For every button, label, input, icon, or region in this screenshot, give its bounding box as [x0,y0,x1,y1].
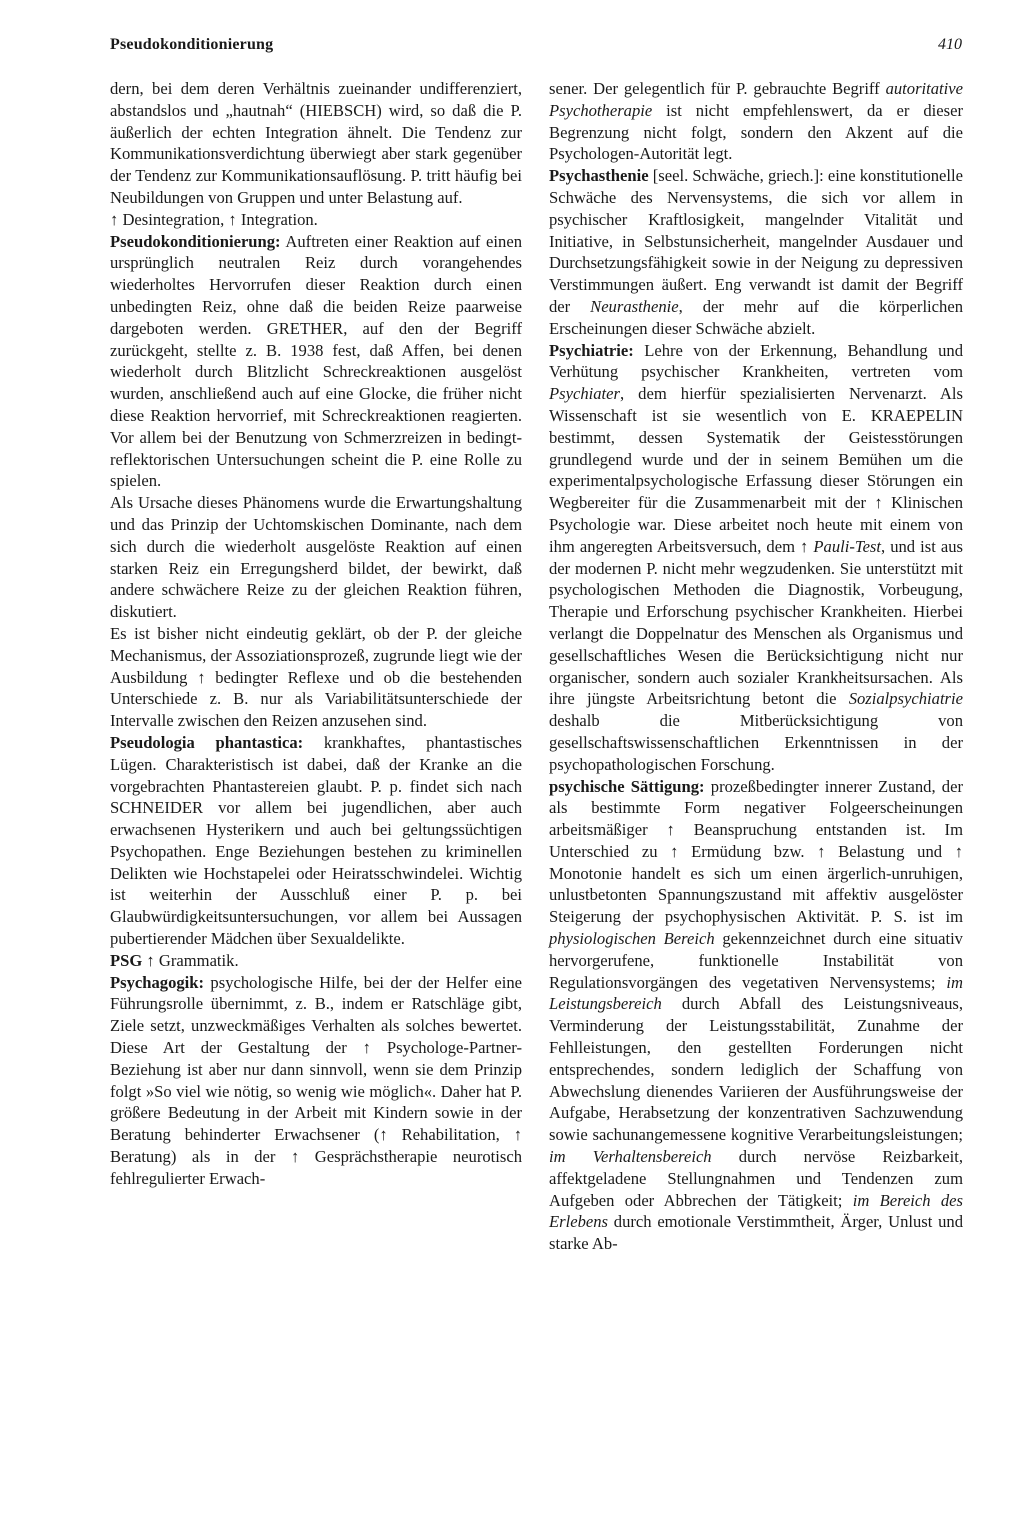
right-column [549,78,963,1255]
entry-term: Pseudokonditionierung: [110,231,281,251]
page-header [110,36,962,58]
text-run: , und ist aus der modernen P. nicht mehr wegzudenken. Sie unterstützt mit psychologischen Methoden die Diagnostik, Vorbeugung, Therapie und Erforschung psychischer Krankheiten. Hierbei verlangt die Doppelnatur des Menschen als Organismus und gesellschaftliches Wesen die Berücksichtigung nicht nur organischer, sondern auch sozialer Krankheitsursachen. Als ihre jüngste Arbeitsrichtung betont die [549,536,963,709]
left-column [110,78,522,1190]
text-run: , dem hierfür spezialisierten Nervenarzt. Als Wissenschaft ist sie wesentlich von E. KRAEPELIN bestimmt, dessen Systematik der Geistesstörungen grundlegend wurde und der in seinem Bemühen um die experimentalpsychologische Erfassung dieser Störungen ein Wegbereiter für die Zusammenarbeit mit der ↑ Klinischen Psychologie war. Diese arbeitet noch heute mit einem von ihm angeregten Arbeitsversuch, dem ↑ [549,384,963,556]
entry-psychagogik [110,972,522,1190]
entry-pseudologia-phantastica [110,732,522,950]
italic-term: im Bereich des Erlebens [549,1190,963,1232]
entry-psg [110,950,522,972]
text-run: [seel. Schwäche, griech.]: eine konstitutionelle Schwäche des Nervensystems, die sich vor allem in psychischer Kraftlosigkeit, mangelnder Vitalität und Initiative, in Selbstunsicherheit, mangelnder Ausdauer und Durchsetzungsfähigkeit sowie in der Neigung zu depressiven Verstimmungen äußert. Eng verwandt ist damit der Begriff der [549,166,963,316]
text-run: durch emotionale Verstimmtheit, Ärger, Unlust und starke Ab- [549,1212,963,1254]
text-run: durch nervöse Reizbarkeit, affektgeladene Stellungnahmen und Tendenzen zum Aufgeben oder Abbrechen der Tätigkeit; [549,1147,963,1210]
italic-term: Sozialpsychiatrie [848,689,963,709]
paragraph-assoziationsprozess: Es ist bisher nicht eindeutig geklärt, ob der P. der gleiche Mechanismus, der Assoziationsprozeß, zugrunde liegt wie der Ausbildung ↑ bedingter Reflexe und ob die bestehenden Unterschiede z. B. nur als Variabilitätsunterschiede der Intervalle zwischen den Reizen anzusehen sind. [110,623,522,731]
entry-pseudokonditionierung [110,231,522,493]
text-run: sener. Der gelegentlich für P. gebrauchte Begriff [549,79,886,98]
italic-term: Psychiater [549,384,620,404]
cross-reference-integration: ↑ Desintegration, ↑ Integration. [110,209,318,229]
italic-term: im Leistungsbereich [549,972,963,1014]
entry-text: Auftreten einer Reaktion auf einen ursprünglich neutralen Reiz durch vorangehendes wiederholtes Hervorrufen dieser Reaktion durch einen unbedingten Reiz, ohne daß die beiden Reize paarweise dargeboten werden. GRETHER, auf den der Begriff zurückgeht, stellte z. B. 1938 fest, daß Affen, bei denen wiederholt durch Blitzlicht Schreckreaktionen ausgelöst wurden, anschließend auch auf eine Glocke, die früher nicht diese Reaktion hervorrief, mit Schreckreaktionen reagierten. Vor allem bei der Benutzung von Schmerzreizen in bedingt-reflektorischen Untersuchungen scheint die P. eine Rolle zu spielen. [110,231,522,491]
text-run: ist nicht empfehlenswert, da er dieser Begrenzung nicht folgt, sondern den Akzent auf die Psychologen-Autorität legt. [549,100,963,164]
entry-term: Psychasthenie [549,166,649,186]
text-run: gekennzeichnet durch eine situativ hervorgerufene, funktionelle Instabilität von Regulationsvorgängen des vegetativen Nervensystems; [549,929,963,992]
paragraph-gruppe-continuation: dern, bei dem deren Verhältnis zueinander undifferenziert, abstandslos und „hautnah“ (HIEBSCH) wird, so daß die P. äußerlich der echten Integration ähnelt. Die Tendenz zur Kommunikationsverdichtung überwiegt aber stark gegenüber der Tendenz zur Kommunikationsauflösung. P. tritt häufig bei Neubildungen von Gruppen und unter Belastung auf. [110,79,522,207]
entry-text: krankhaftes, phantastisches Lügen. Charakteristisch ist dabei, daß der Kranke an die vorgebrachten Phantastereien glaubt. P. p. findet sich nach SCHNEIDER vor allem bei jugendlichen, aber auch erwachsenen Hysterikern und auch bei geltungssüchtigen Psychopathen. Enge Beziehungen bestehen zu kriminellen Delikten wie Hochstapelei oder Heiratsschwindelei. Wichtig ist weiterhin der Ausschluß einer P. p. bei Glaubwürdigkeitsuntersuchungen, vor allem bei Aussagen pubertierender Mädchen über Sexualdelikte. [110,732,522,949]
italic-term: im Verhaltensbereich [549,1147,712,1167]
text-run: deshalb die Mitberücksichtigung von gesellschaftswissenschaftlichen Erkenntnissen in der psychopathologischen Forschung. [549,711,963,774]
italic-term: autoritative Psychotherapie [549,79,963,120]
paragraph-psychagogik-continuation [549,78,963,165]
page-number: 410 [938,36,962,53]
text-run: Lehre von der Erkennung, Behandlung und Verhütung psychischer Krankheiten, vertreten vom [549,340,963,382]
italic-term: Pauli-Test [813,536,882,556]
paragraph-ursache: Als Ursache dieses Phänomens wurde die Erwartungshaltung und das Prinzip der Uchtomskischen Dominante, nach dem sich durch die wiederholt ausgelöste Reaktion auf einen starken Reiz ein Erregungsherd bildet, der bewirkt, daß andere schwächere Reize zu der gleichen Reaktion führen, diskutiert. [110,493,522,622]
entry-term: Psychiatrie: [549,340,634,360]
entry-term: Pseudologia phantastica: [110,732,304,752]
entry-text: psychologische Hilfe, bei der der Helfer eine Führungsrolle übernimmt, z. B., indem er Ratschläge gibt, Ziele setzt, unzweckmäßiges Verhalten als solches bewertet. Diese Art der Gestaltung der ↑ Psychologe-Partner-Beziehung ist aber nur dann sinnvoll, wenn sie dem Prinzip folgt »So viel wie nötig, so wenig wie möglich«. Daher hat P. größere Bedeutung in der Arbeit mit Kindern sowie in der Beratung behinderter Erwachsener (↑ Rehabilitation, ↑ Beratung) als in der ↑ Gesprächstherapie neurotisch fehlregulierter Erwach- [110,972,522,1188]
entry-psychasthenie [549,165,963,339]
text-run: , der mehr auf die körperlichen Erscheinungen dieser Schwäche abzielt. [549,296,963,338]
entry-term: Psychagogik: [110,972,205,992]
italic-term: physiologischen Bereich [549,929,715,949]
text-run: durch Abfall des Leistungsniveaus, Verminderung der Leistungsstabilität, Zunahme der Fehlleistungen, den gestellten Forderungen nicht entsprechendes, sondern lediglich der Schaffung von Abwechslung dienendes Variieren der Ausführungsweise der Aufgabe, Herabsetzung der konzentrativen Sachzuwendung sowie sachunangemessene kognitive Verarbeitungsleistungen; [549,994,963,1145]
entry-term: psychische Sättigung: [549,776,705,796]
italic-term: Neurasthenie [590,296,679,316]
entry-psychische-saettigung [549,776,963,1256]
text-run: prozeßbedingter innerer Zustand, der als bestimmte Form negativer Folgeerscheinungen arbeitsmäßiger ↑ Beanspruchung entstanden ist. Im Unterschied zu ↑ Ermüdung bzw. ↑ Belastung und ↑ Monotonie handelt es sich um einen ärgerlich-unruhigen, unlustbetonten Spannungszustand mit affektiv ausgelöster Steigerung der psychophysischen Aktivität. P. S. ist im [549,776,963,927]
entry-term: PSG [110,950,143,970]
entry-text: ↑ Grammatik. [142,950,239,970]
running-head: Pseudokonditionierung [110,36,274,53]
entry-psychiatrie [549,340,963,776]
